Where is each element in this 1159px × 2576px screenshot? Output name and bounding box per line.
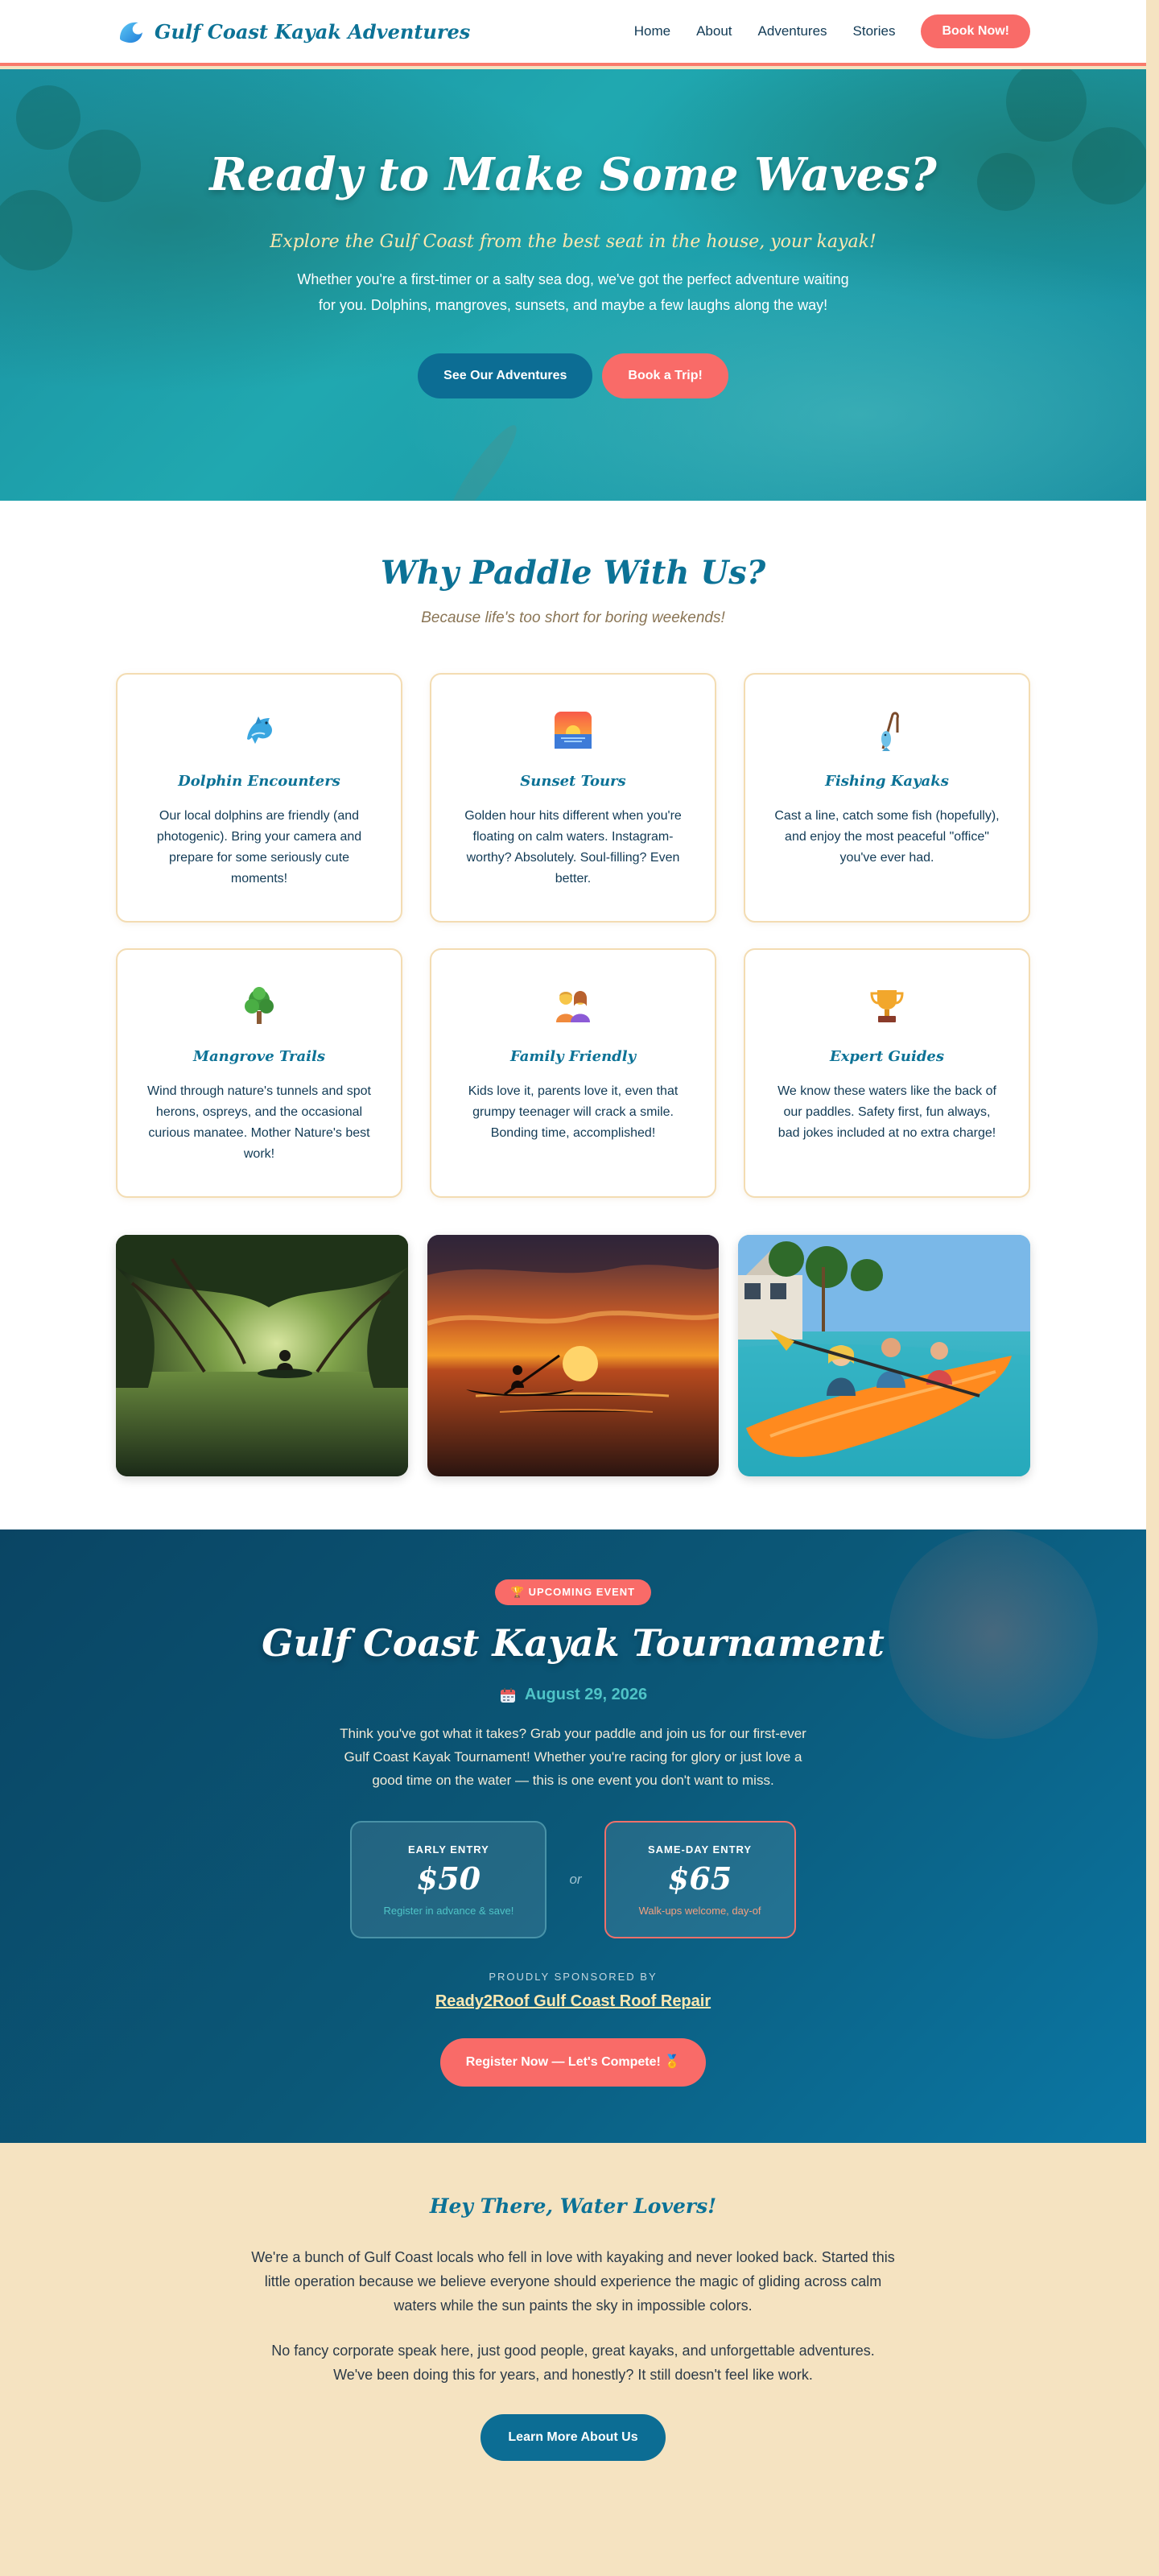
tree-icon (237, 984, 281, 1027)
calendar-icon (499, 1686, 517, 1704)
register-button[interactable]: Register Now — Let's Compete! 🏅 (440, 2038, 706, 2087)
hero-tagline: Explore the Gulf Coast from the best seat in the house, your kayak! (270, 232, 876, 252)
page-scrollbar[interactable] (1146, 0, 1159, 2576)
see-adventures-button[interactable]: See Our Adventures (418, 353, 592, 398)
feature-card-title: Fishing Kayaks (825, 773, 949, 790)
hero-content (0, 69, 1146, 398)
feature-card-title: Dolphin Encounters (178, 773, 340, 790)
early-entry-card (350, 1821, 547, 1938)
nav-home[interactable]: Home (633, 23, 671, 39)
sponsor-link[interactable]: Ready2Roof Gulf Coast Roof Repair (435, 1992, 711, 2010)
brand[interactable] (118, 18, 470, 45)
feature-card (430, 948, 716, 1198)
early-entry-note: Register in advance & save! (383, 1905, 514, 1917)
about-paragraph: We're a bunch of Gulf Coast locals who fell in love with kayaking and never looked back. Started this little operation because we believe everyone should experience the magic of gliding across calm waters while the sun paints the sky in impossible colors. (251, 2249, 895, 2314)
sunset-icon (551, 708, 595, 752)
feature-cards (116, 673, 1030, 1198)
book-now-button[interactable]: Book Now! (921, 14, 1030, 48)
feature-card (116, 673, 402, 923)
entry-prices (0, 1821, 1146, 1938)
nav-adventures[interactable]: Adventures (757, 23, 827, 39)
tournament-title: Gulf Coast Kayak Tournament (262, 1621, 885, 1665)
sameday-entry-card (604, 1821, 796, 1938)
tournament-section (0, 1530, 1146, 2143)
feature-card-title: Expert Guides (829, 1048, 945, 1065)
group-kayak-photo[interactable] (738, 1235, 1030, 1476)
feature-card-text: We know these waters like the back of our paddles. Safety first, fun always, bad jokes included at no extra charge! (777, 1084, 996, 1140)
feature-card-title: Sunset Tours (520, 773, 626, 790)
feature-card-text: Wind through nature's tunnels and spot herons, ospreys, and the occasional curious manatee. Mother Nature's best work! (147, 1084, 371, 1161)
feature-card-text: Cast a line, catch some fish (hopefully), and enjoy the most peaceful "office" you've ever had. (774, 809, 1000, 865)
hero-title: Ready to Make Some Waves? (209, 148, 937, 201)
event-description: Think you've got what it takes? Grab your paddle and join us for our first-ever Gulf Coast Kayak Tournament! Whether you're racing for glory or just love a good time on the water — this is one event you don't want to miss. (340, 1726, 806, 1788)
wave-logo-icon (118, 18, 145, 45)
main-nav (634, 14, 1030, 48)
sameday-entry-price: $65 (667, 1860, 732, 1897)
feature-card-title: Family Friendly (509, 1048, 637, 1065)
hero-buttons (0, 353, 1146, 398)
event-date-text: August 29, 2026 (524, 1686, 648, 1703)
why-title: Why Paddle With Us? (380, 554, 766, 592)
mangrove-photo[interactable] (116, 1235, 408, 1476)
family-icon (551, 984, 595, 1027)
upcoming-event-badge: 🏆 UPCOMING EVENT (495, 1579, 651, 1605)
decorative-glow (889, 1530, 1098, 1739)
sponsor-label: PROUDLY SPONSORED BY (489, 1971, 658, 1983)
sameday-entry-label: SAME-DAY ENTRY (648, 1843, 753, 1856)
feature-card (116, 948, 402, 1198)
nav-stories[interactable]: Stories (852, 23, 896, 39)
photo-gallery (116, 1235, 1030, 1476)
about-title: Hey There, Water Lovers! (429, 2194, 717, 2218)
learn-more-button[interactable]: Learn More About Us (481, 2414, 665, 2461)
dolphin-icon (237, 708, 281, 752)
feature-card (744, 673, 1030, 923)
book-trip-button[interactable]: Book a Trip! (602, 353, 728, 398)
why-section (0, 501, 1146, 1530)
brand-name: Gulf Coast Kayak Adventures (155, 19, 471, 43)
early-entry-price: $50 (416, 1860, 481, 1897)
about-paragraph: No fancy corporate speak here, just good people, great kayaks, and unforgettable adventures. We've been doing this for years, and honestly? It still doesn't feel like work. (271, 2343, 875, 2383)
feature-card (744, 948, 1030, 1198)
feature-card-text: Golden hour hits different when you're floating on calm waters. Instagram-worthy? Absolutely. Soul-filling? Even better. (464, 809, 682, 886)
feature-card-title: Mangrove Trails (193, 1048, 325, 1065)
sameday-entry-note: Walk-ups welcome, day-of (638, 1905, 761, 1917)
feature-card-text: Kids love it, parents love it, even that grumpy teenager will crack a smile. Bonding time, accomplished! (468, 1084, 678, 1140)
site-header (0, 0, 1146, 66)
hero-section (0, 69, 1146, 501)
sunset-kayak-photo[interactable] (427, 1235, 720, 1476)
feature-card (430, 673, 716, 923)
trophy-icon (865, 984, 909, 1027)
why-subtitle: Because life's too short for boring weekends! (421, 609, 725, 626)
nav-about[interactable]: About (696, 23, 732, 39)
fishing-pole-icon (865, 708, 909, 752)
hero-intro: Whether you're a first-timer or a salty sea dog, we've got the perfect adventure waiting for you. Dolphins, mangroves, sunsets, and maybe a few laughs along the way! (297, 271, 849, 313)
feature-card-text: Our local dolphins are friendly (and photogenic). Bring your camera and prepare for some seriously cute moments! (156, 809, 362, 886)
or-divider: or (569, 1872, 582, 1887)
about-section (0, 2143, 1146, 2576)
early-entry-label: EARLY ENTRY (408, 1843, 489, 1856)
